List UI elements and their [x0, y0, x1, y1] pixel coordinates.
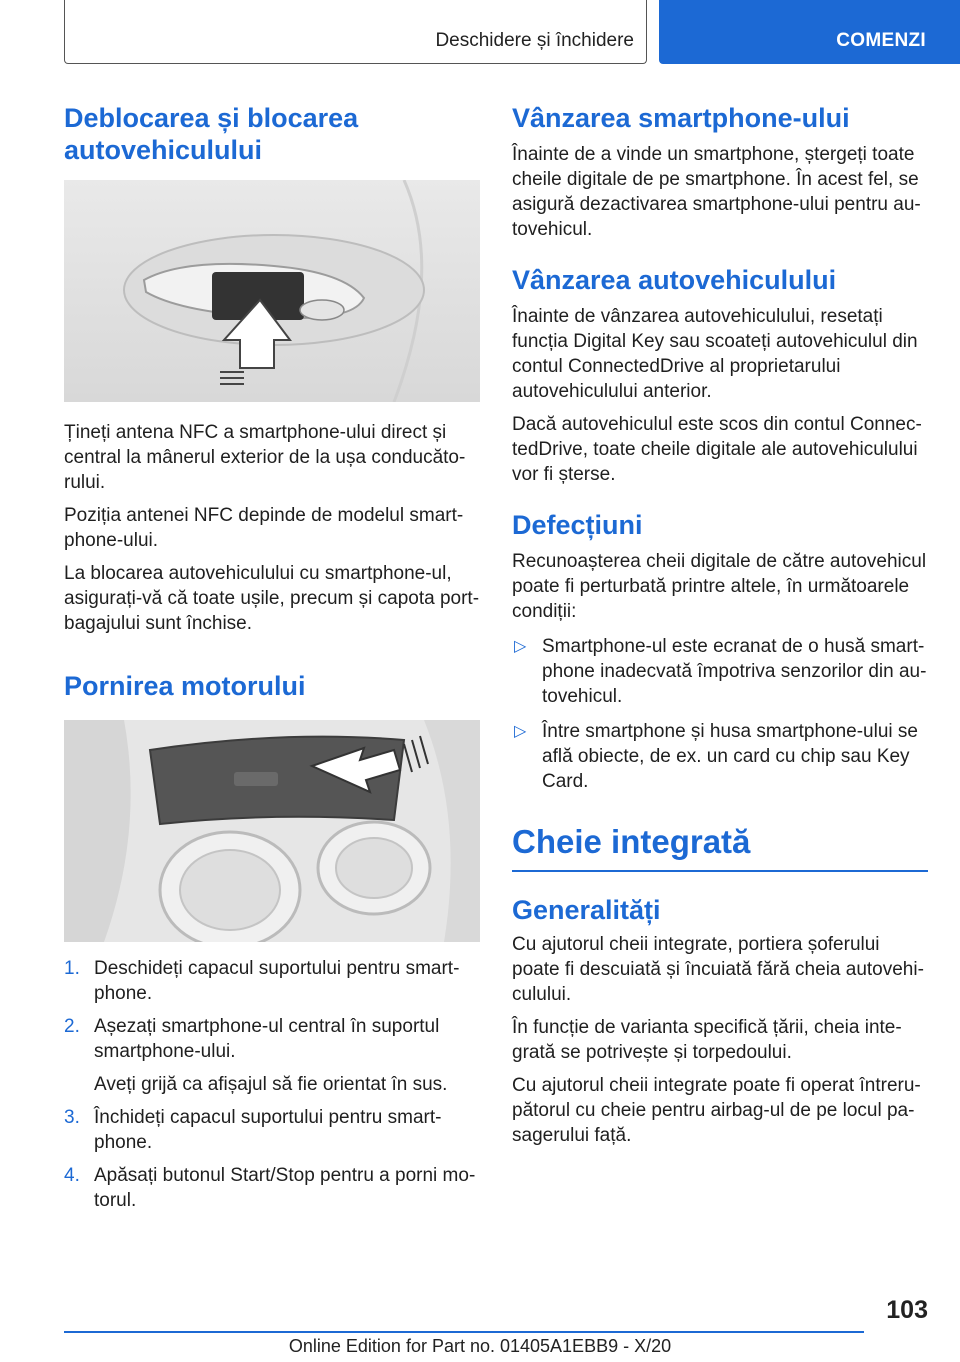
- step-number: 1.: [64, 958, 80, 979]
- list-item: [512, 634, 928, 709]
- faults-list: [512, 634, 928, 794]
- heading-general: Generalități: [512, 895, 661, 925]
- heading-integrated-key: Cheie integrată: [512, 823, 751, 860]
- heading-sell-smartphone: Vânzarea smartphone-ului: [512, 103, 850, 133]
- step-text: Aveți grijă ca afișajul să fie orientat în sus.: [94, 1074, 448, 1095]
- heading-sell-vehicle: Vânzarea autovehiculului: [512, 265, 837, 295]
- step-number: 4.: [64, 1165, 80, 1186]
- engine-start-steps: [64, 956, 480, 1213]
- paragraph-nfc-position: Poziția antenei NFC depinde de modelul smartphone-ului.: [64, 505, 464, 551]
- header-chapter-tab: [659, 0, 960, 64]
- header-section-title: Deschidere și închidere: [435, 30, 634, 51]
- left-column: [64, 98, 480, 1213]
- right-column: [512, 98, 928, 1148]
- section-divider: [512, 870, 928, 872]
- page-number: 103: [886, 1296, 928, 1324]
- list-item: [64, 1014, 480, 1064]
- heading-unlock-lock: Deblocarea și blocarea autovehiculului: [64, 103, 359, 165]
- list-item: [64, 1105, 480, 1155]
- phone-tray-illustration: [64, 720, 480, 942]
- footer-divider: [64, 1331, 864, 1333]
- paragraph-general-2: În funcție de varianta specifică țării, cheia integrată se potrivește și torpedoului.: [512, 1017, 902, 1063]
- door-handle-illustration: [64, 180, 480, 402]
- triangle-bullet-icon: ▷: [514, 723, 527, 740]
- list-item: [64, 1072, 480, 1097]
- list-item: [512, 719, 928, 794]
- step-text: Apăsați butonul Start/Stop pentru a porni motorul.: [94, 1165, 476, 1211]
- paragraph-faults: Recunoașterea cheii digitale de către autovehicul poate fi perturbată printre altele, în următoarele condiții:: [512, 551, 927, 622]
- list-item: [64, 956, 480, 1006]
- heading-engine-start: Pornirea motorului: [64, 671, 306, 701]
- paragraph-nfc-hold: Țineți antena NFC a smartphone-ului direct și central la mânerul exterior de la ușa conducătorului.: [64, 422, 466, 493]
- heading-faults: Defecțiuni: [512, 510, 643, 540]
- footer-edition: Online Edition for Part no. 01405A1EBB9 - X/20: [288, 1336, 672, 1356]
- bullet-text: Smartphone-ul este ecranat de o husă smartphone inadecvată împotriva senzorilor din autovehicul.: [542, 636, 927, 707]
- bullet-text: Între smartphone și husa smartphone-ului se află obiecte, de ex. un card cu chip sau Key Card.: [542, 721, 918, 792]
- step-number: 2.: [64, 1016, 80, 1037]
- paragraph-nfc-lock: La blocarea autovehiculului cu smartphone-ul, asigurați-vă că toate ușile, precum și capota portbagajului sunt închise.: [64, 563, 480, 634]
- header-section-box: [64, 0, 647, 64]
- paragraph-general-1: Cu ajutorul cheii integrate, portiera șoferului poate fi descuiată și încuiată fără cheia autovehiculului.: [512, 934, 924, 1005]
- paragraph-sell-vehicle-2: Dacă autovehiculul este scos din contul ConnectedDrive, toate cheile digitale ale autovehiculului vor fi șterse.: [512, 414, 922, 485]
- step-text: Închideți capacul suportului pentru smartphone.: [94, 1107, 442, 1153]
- paragraph-general-3: Cu ajutorul cheii integrate poate fi operat întrerupătorul cu cheie pentru airbag-ul de pe locul pasagerului față.: [512, 1075, 921, 1146]
- header-chapter-label: COMENZI: [836, 30, 926, 51]
- list-item: [64, 1163, 480, 1213]
- step-text: Așezați smartphone-ul central în suportul smartphone-ului.: [94, 1016, 440, 1062]
- step-number: 3.: [64, 1107, 80, 1128]
- paragraph-sell-smartphone: Înainte de a vinde un smartphone, ștergeți toate cheile digitale de pe smartphone. În acest fel, se asigură dezactivarea smartphone-ului pentru autovehicul.: [512, 144, 921, 240]
- triangle-bullet-icon: ▷: [514, 638, 527, 655]
- paragraph-sell-vehicle-1: Înainte de vânzarea autovehiculului, resetați funcția Digital Key sau scoateți autovehiculul din contul ConnectedDrive al proprietarului autovehiculului anterior.: [512, 306, 918, 402]
- step-text: Deschideți capacul suportului pentru smartphone.: [94, 958, 460, 1004]
